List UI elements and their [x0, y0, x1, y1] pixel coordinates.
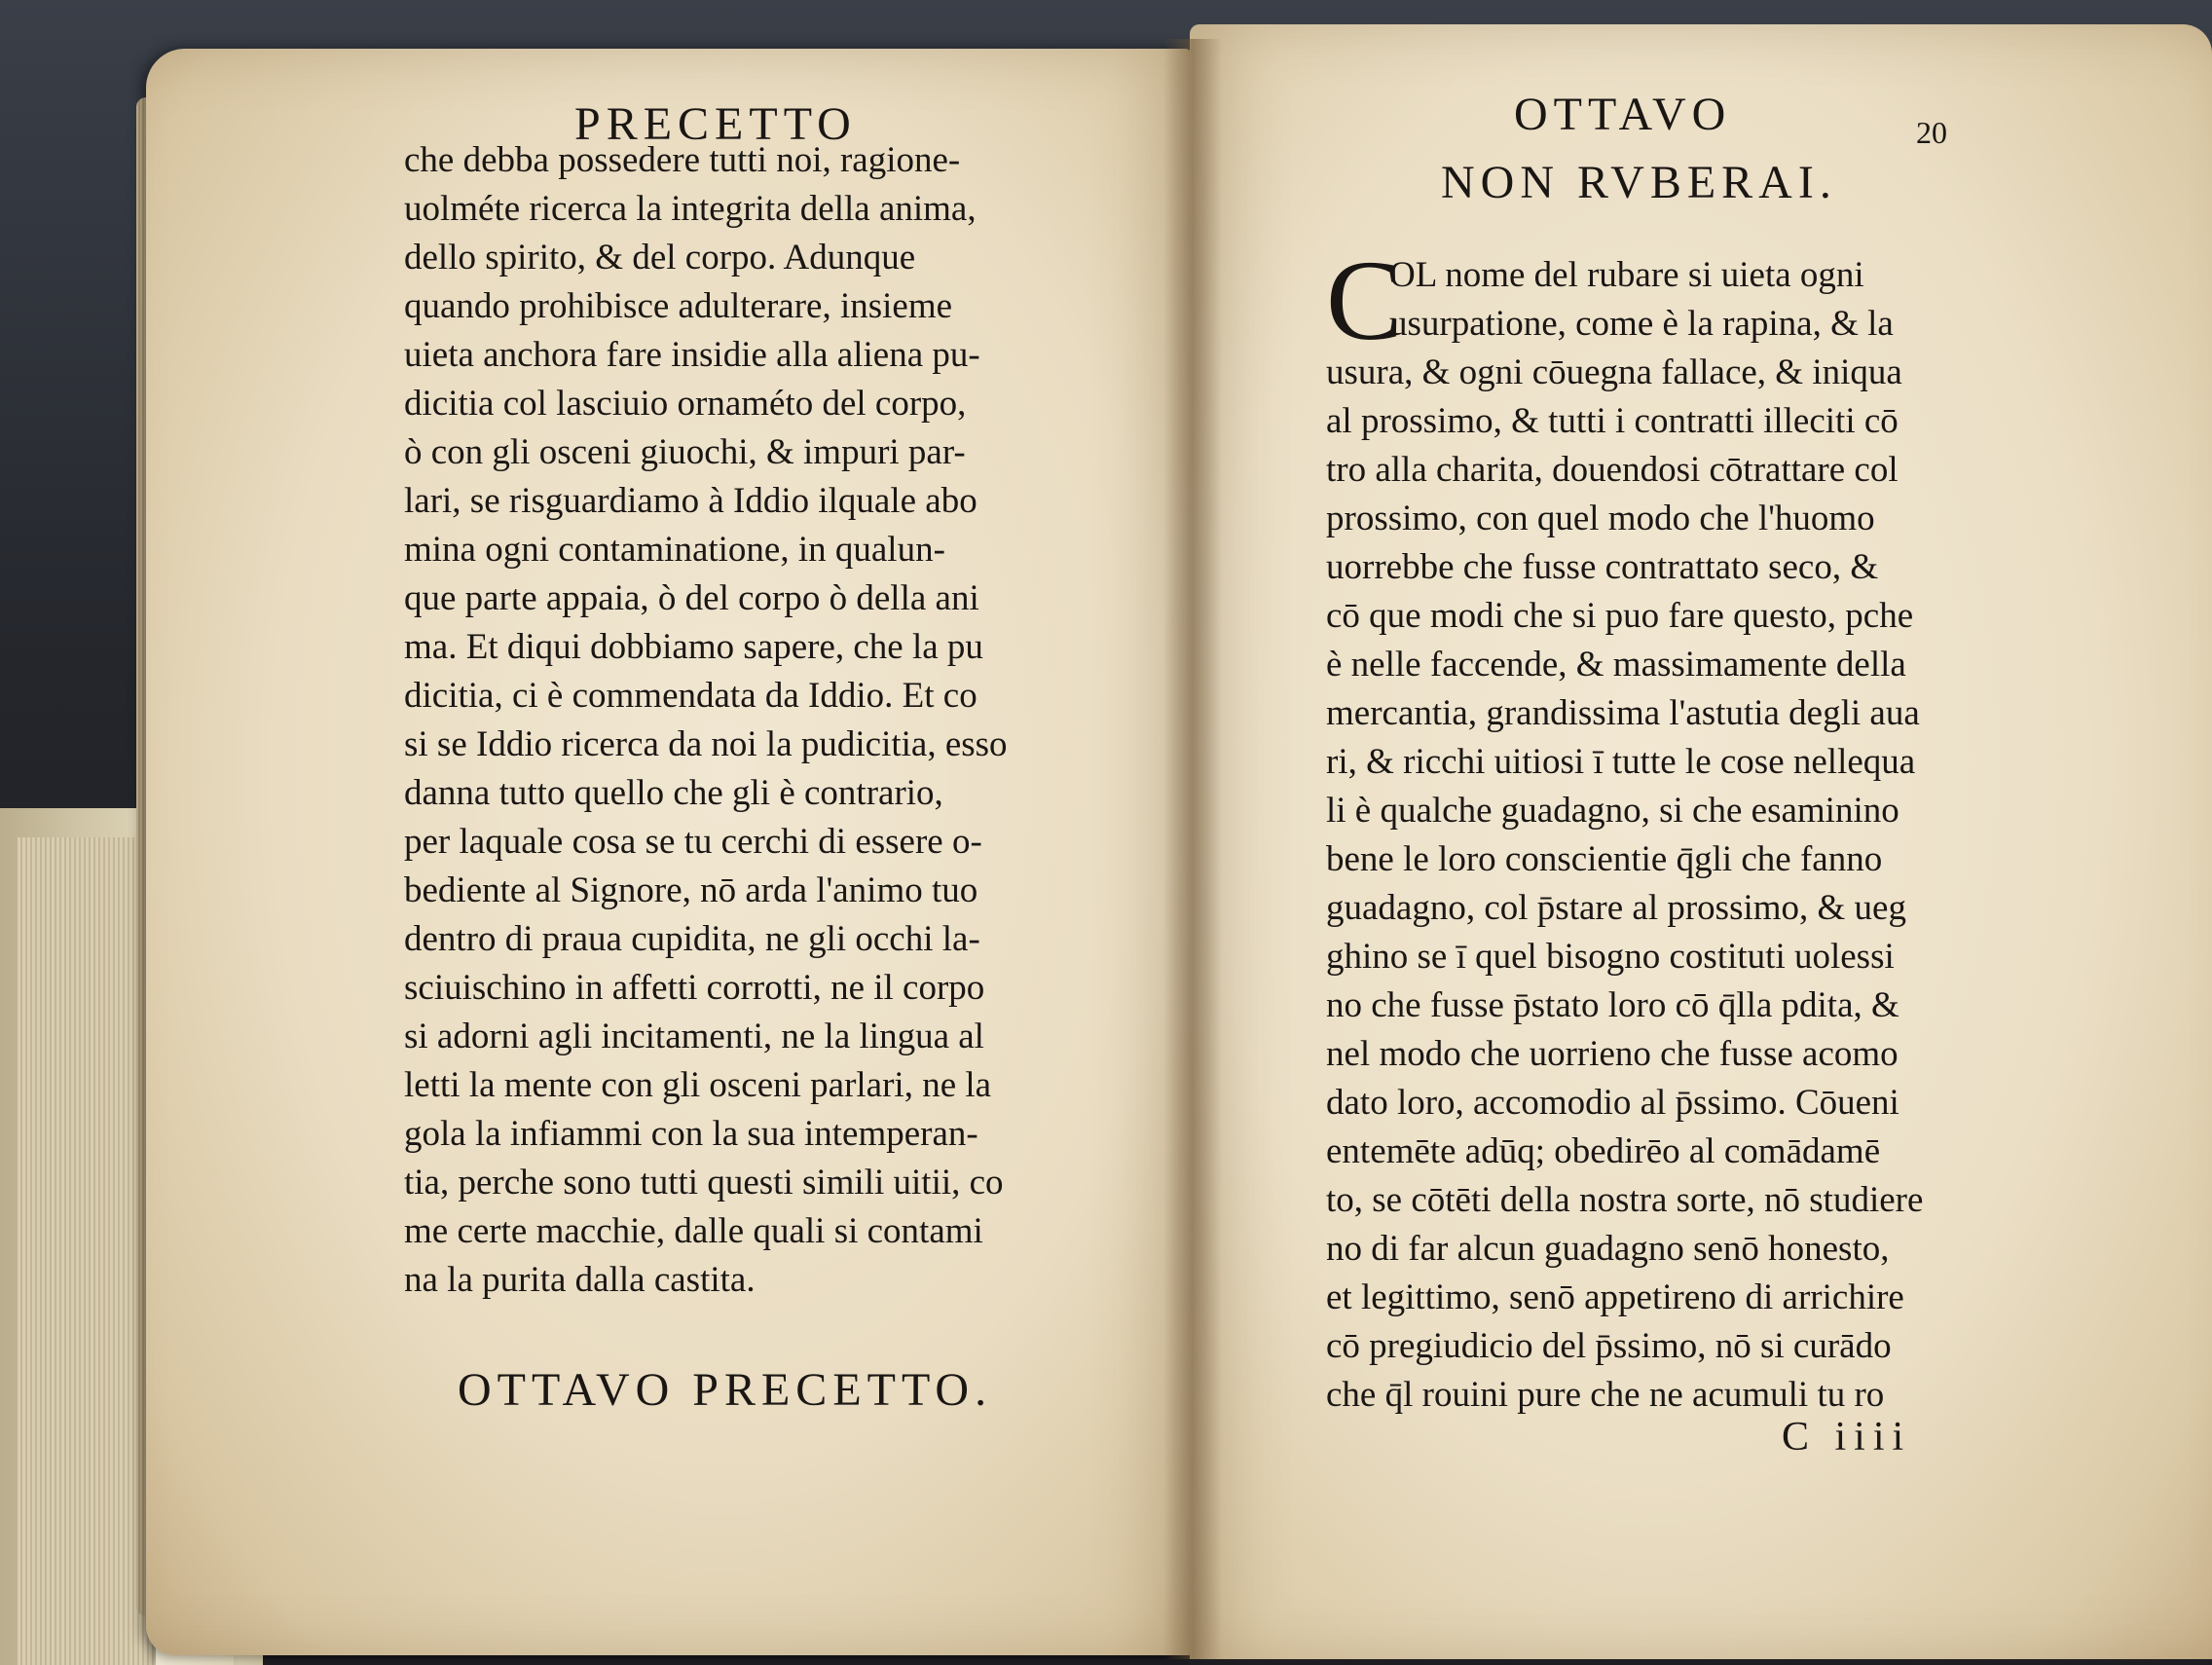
left-text-line: na la purita dalla castita. — [404, 1260, 756, 1300]
left-text-line: danna tutto quello che gli è contrario, — [404, 773, 943, 813]
drop-cap-initial: C — [1326, 237, 1403, 364]
left-text-line: letti la mente con gli osceni parlari, ne la — [404, 1065, 992, 1105]
left-text-line: dicitia col lasciuio ornaméto del corpo, — [404, 384, 967, 424]
right-text-line: usura, & ogni cōuegna fallace, & iniqua — [1326, 352, 1902, 392]
right-text-line: al prossimo, & tutti i contratti illeciti cō — [1326, 401, 1899, 441]
left-text-line: que parte appaia, ò del corpo ò della ani — [404, 578, 979, 618]
left-text-line: ò con gli osceni giuochi, & impuri par- — [404, 432, 966, 472]
right-text-line: no che fusse p̄stato loro cō q̄lla pdita, & — [1326, 985, 1899, 1025]
left-text-line: si se Iddio ricerca da noi la pudicitia, esso — [404, 724, 1008, 764]
left-text-line: dicitia, ci è commendata da Iddio. Et co — [404, 676, 977, 716]
left-text-line: mina ogni contaminatione, in qualun- — [404, 530, 945, 570]
left-text-line: uieta anchora fare insidie alla aliena pu- — [404, 335, 980, 375]
right-text-line: cō pregiudicio del p̄ssimo, nō si curādo — [1326, 1326, 1892, 1366]
left-page-running-header: PRECETTO — [574, 98, 857, 150]
right-text-line: dato loro, accomodio al p̄ssimo. Cōueni — [1326, 1083, 1899, 1123]
right-text-line: ri, & ricchi uitiosi ī tutte le cose nellequa — [1326, 742, 1916, 782]
left-text-line: dentro di praua cupidita, ne gli occhi la- — [404, 919, 980, 959]
right-text-line: et legittimo, senō appetireno di arrichire — [1326, 1277, 1904, 1317]
right-text-line: è nelle faccende, & massimamente della — [1326, 645, 1906, 684]
left-text-line: si adorni agli incitamenti, ne la lingua al — [404, 1017, 984, 1056]
left-text-line: dello spirito, & del corpo. Adunque — [404, 238, 916, 278]
right-text-line: usurpatione, come è la rapina, & la — [1389, 304, 1894, 344]
right-text-line: che q̄l rouini pure che ne acumuli tu ro — [1326, 1375, 1885, 1415]
left-text-line: lari, se risguardiamo à Iddio ilquale abo — [404, 481, 977, 521]
right-text-line: nel modo che uorrieno che fusse acomo — [1326, 1034, 1899, 1074]
left-text-line: quando prohibisce adulterare, insieme — [404, 286, 953, 326]
right-text-line: to, se cōtēti della nostra sorte, nō studiere — [1326, 1180, 1924, 1220]
right-text-line: guadagno, col p̄stare al prossimo, & ueg — [1326, 888, 1906, 928]
right-text-line: cō que modi che si puo fare questo, pche — [1326, 596, 1914, 636]
left-text-line: ma. Et diqui dobbiamo sapere, che la pu — [404, 627, 983, 667]
section-heading: OTTAVO PRECETTO. — [458, 1364, 993, 1416]
chapter-title: NON RVBERAI. — [1441, 157, 1837, 208]
right-text-line: tro alla charita, douendosi cōtrattare col — [1326, 450, 1899, 490]
left-text-line: tia, perche sono tutti questi simili uitii, co — [404, 1163, 1004, 1202]
right-text-line: mercantia, grandissima l'astutia degli aua — [1326, 693, 1920, 733]
right-text-line: prossimo, con quel modo che l'huomo — [1326, 499, 1875, 538]
right-text-line: no di far alcun guadagno senō honesto, — [1326, 1229, 1890, 1269]
left-text-line: che debba possedere tutti noi, ragione- — [404, 140, 961, 180]
signature-mark: C iiii — [1782, 1415, 1912, 1460]
right-text-line: uorrebbe che fusse contrattato seco, & — [1326, 547, 1879, 587]
left-text-line: gola la infiammi con la sua intemperan- — [404, 1114, 978, 1154]
page-number: 20 — [1916, 115, 1947, 150]
right-page-running-header: OTTAVO — [1514, 89, 1732, 140]
right-text-line: entemēte adūq; obedirēo al comādamē — [1326, 1131, 1881, 1171]
right-text-line: bene le loro conscientie q̄gli che fanno — [1326, 839, 1883, 879]
left-text-line: me certe macchie, dalle quali si contami — [404, 1211, 983, 1251]
book-gutter — [1163, 39, 1222, 1659]
left-text-line: uolméte ricerca la integrita della anima, — [404, 189, 977, 229]
right-text-line: OL nome del rubare si uieta ogni — [1389, 255, 1864, 295]
left-text-line: per laquale cosa se tu cerchi di essere o- — [404, 822, 982, 862]
left-text-line: sciuischino in affetti corrotti, ne il corpo — [404, 968, 985, 1008]
right-text-line: li è qualche guadagno, si che esaminino — [1326, 791, 1899, 831]
left-text-line: bediente al Signore, nō arda l'animo tuo — [404, 870, 978, 910]
right-text-line: ghino se ī quel bisogno costituti uolessi — [1326, 937, 1895, 977]
